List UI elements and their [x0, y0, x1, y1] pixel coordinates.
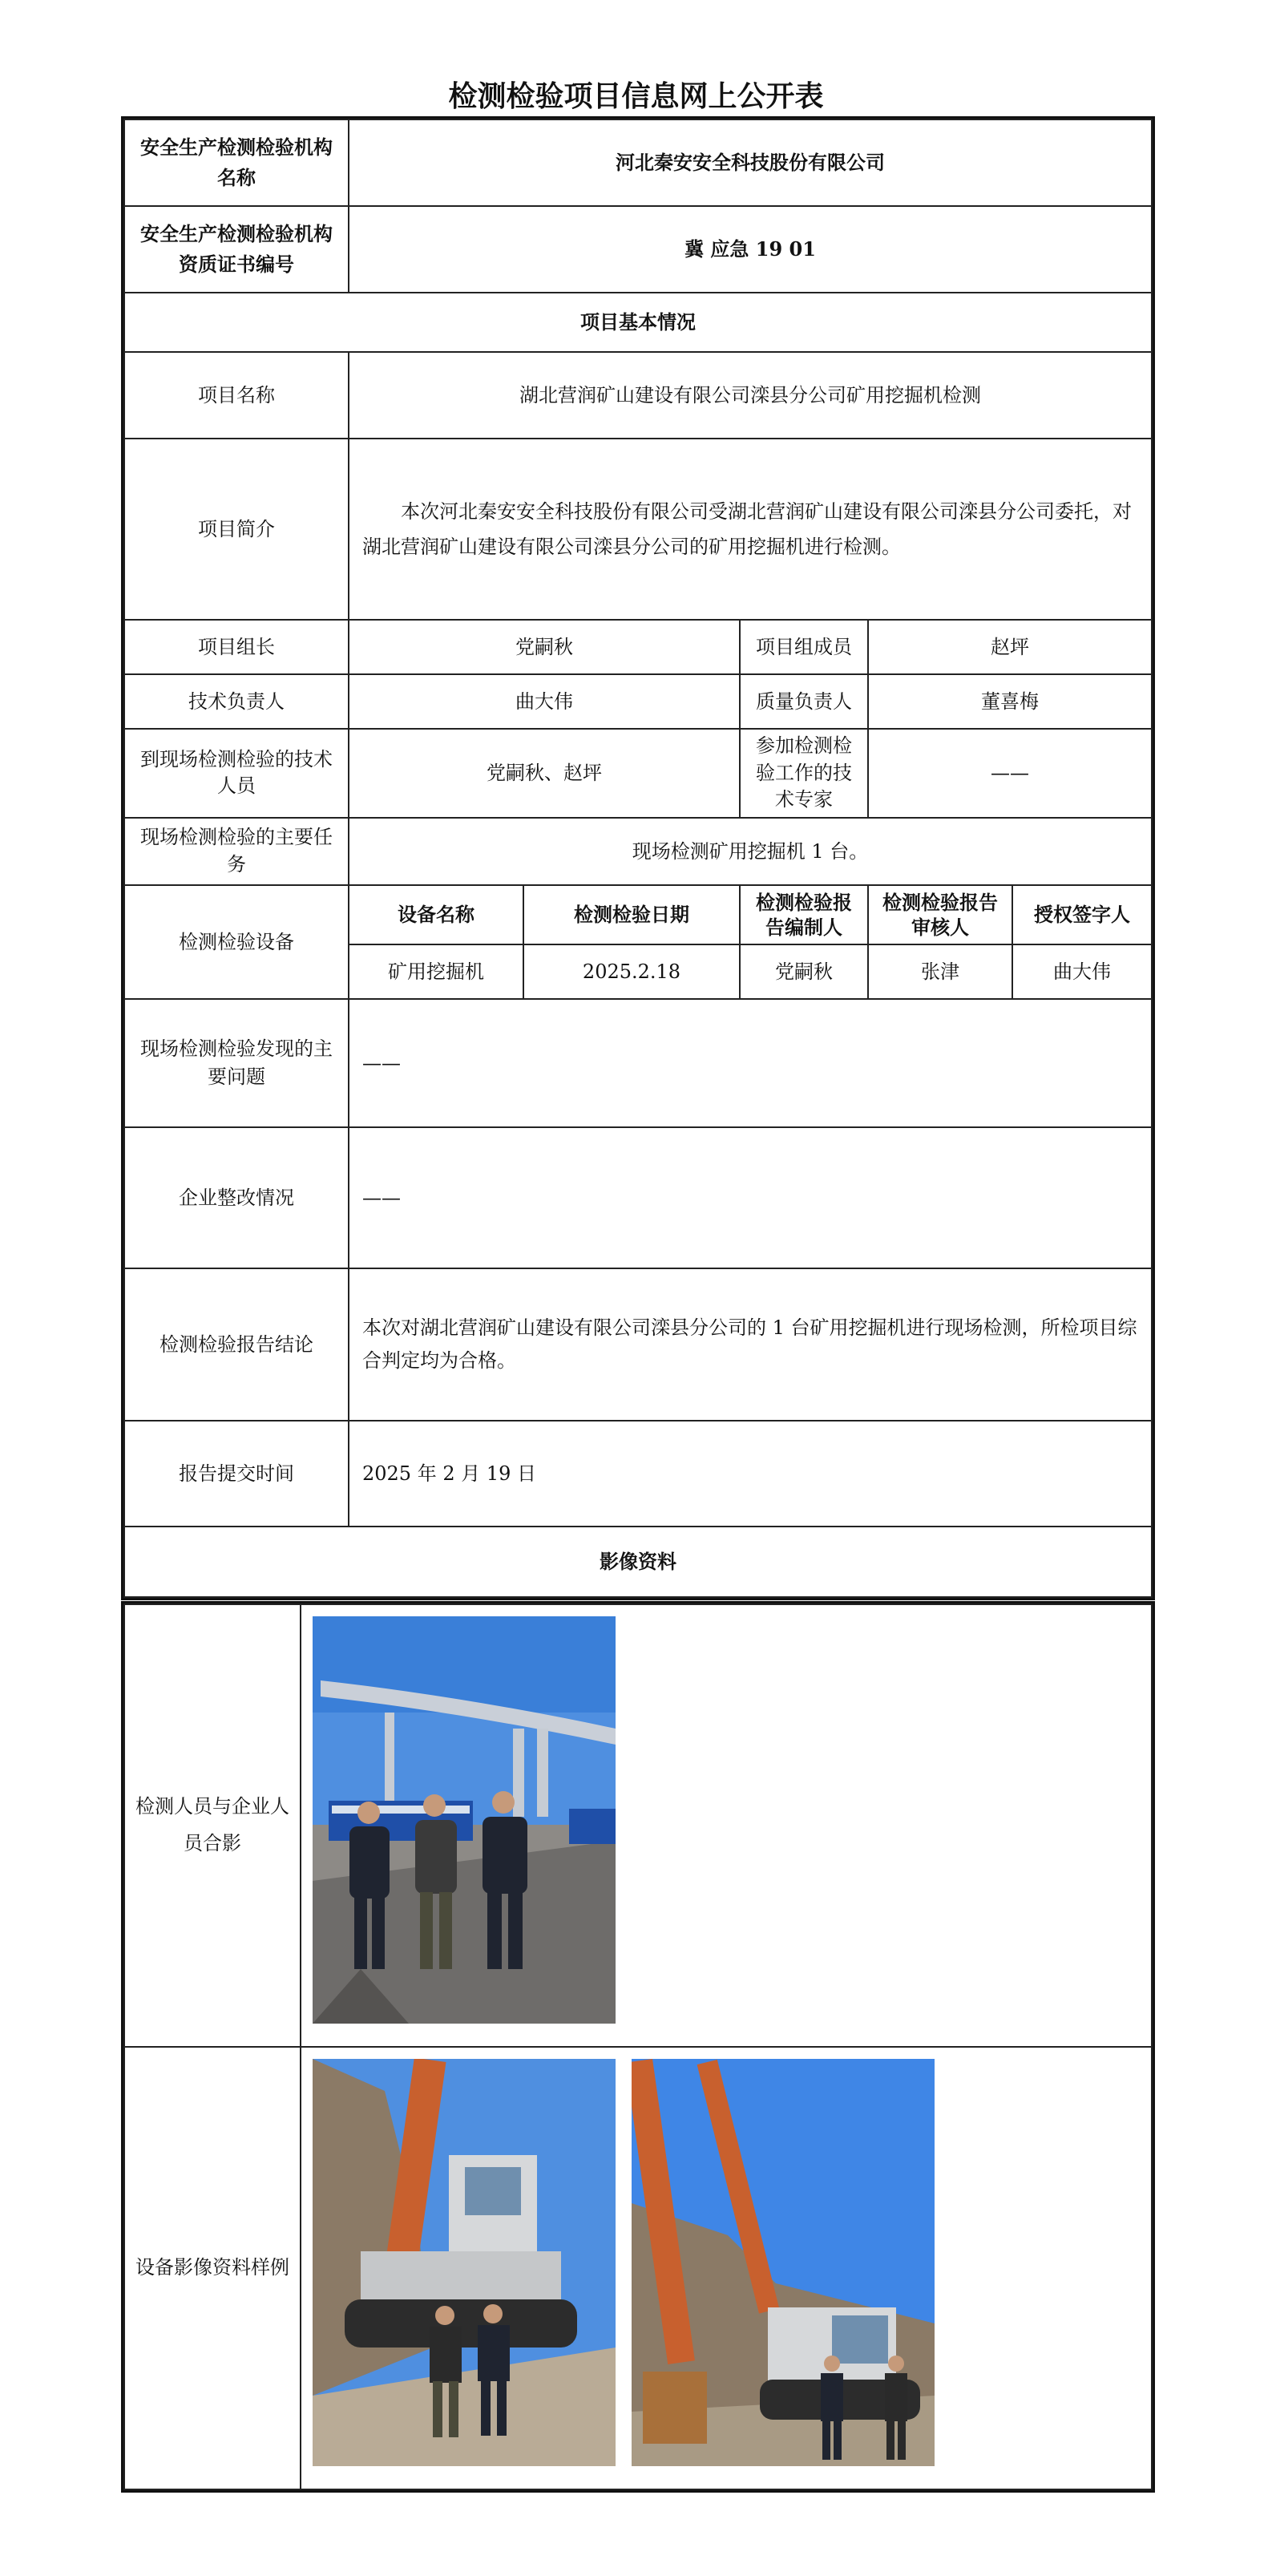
images-table — [123, 1603, 1153, 2490]
submit-label: 报告提交时间 — [124, 1421, 349, 1527]
cert-label: 安全生产检测检验机构资质证书编号 — [124, 206, 349, 293]
problems-label: 现场检测检验发现的主要问题 — [124, 999, 349, 1127]
tech-value: 曲大伟 — [349, 674, 740, 729]
org-name-label: 安全生产检测检验机构名称 — [124, 119, 349, 206]
quality-value: 董喜梅 — [868, 674, 1152, 729]
submit-date: 2025 年 2 月 19 日 — [349, 1421, 1152, 1527]
onsite-label: 到现场检测检验的技术人员 — [124, 729, 349, 818]
equipment-label: 检测检验设备 — [124, 885, 349, 999]
group-photo — [313, 1616, 616, 2024]
info-table — [123, 119, 1153, 1598]
eq-cell-reviewer: 张津 — [868, 944, 1012, 999]
leader-label: 项目组长 — [124, 620, 349, 674]
task-label: 现场检测检验的主要任务 — [124, 818, 349, 885]
project-name-label: 项目名称 — [124, 352, 349, 439]
eq-header-name: 设备名称 — [349, 885, 523, 944]
eq-header-date: 检测检验日期 — [523, 885, 740, 944]
group-photo-label: 检测人员与企业人员合影 — [124, 1604, 301, 2047]
rectify-value: —— — [349, 1127, 1152, 1268]
eq-cell-date: 2025.2.18 — [523, 944, 740, 999]
project-name-value: 湖北营润矿山建设有限公司滦县分公司矿用挖掘机检测 — [349, 352, 1152, 439]
basic-section-header: 项目基本情况 — [124, 293, 1152, 352]
expert-value: —— — [868, 729, 1152, 818]
quality-label: 质量负责人 — [740, 674, 868, 729]
conclusion-label: 检测检验报告结论 — [124, 1268, 349, 1421]
conclusion-text: 本次对湖北营润矿山建设有限公司滦县分公司的 1 台矿用挖掘机进行现场检测，所检项目综合判定均为合格。 — [349, 1268, 1152, 1421]
task-value: 现场检测矿用挖掘机 1 台。 — [349, 818, 1152, 885]
org-name-value: 河北秦安安全科技股份有限公司 — [349, 119, 1152, 206]
cert-value: 冀 应急 19 01 — [349, 206, 1152, 293]
equipment-photo-label: 设备影像资料样例 — [124, 2047, 301, 2489]
images-section-header: 影像资料 — [124, 1527, 1152, 1597]
problems-value: —— — [349, 999, 1152, 1127]
eq-header-signer: 授权签字人 — [1012, 885, 1152, 944]
page-title: 检测检验项目信息网上公开表 — [448, 80, 824, 113]
eq-cell-author: 党嗣秋 — [740, 944, 868, 999]
excavator-photo-2 — [632, 2059, 935, 2466]
eq-cell-signer: 曲大伟 — [1012, 944, 1152, 999]
excavator-photo-1 — [313, 2059, 616, 2466]
expert-label: 参加检测检验工作的技术专家 — [740, 729, 868, 818]
eq-header-reviewer: 检测检验报告审核人 — [868, 885, 1012, 944]
eq-cell-name: 矿用挖掘机 — [349, 944, 523, 999]
leader-value: 党嗣秋 — [349, 620, 740, 674]
rectify-label: 企业整改情况 — [124, 1127, 349, 1268]
intro-text: 本次河北秦安安全科技股份有限公司受湖北营润矿山建设有限公司滦县分公司委托，对湖北营润矿山建设有限公司滦县分公司的矿用挖掘机进行检测。 — [349, 439, 1152, 620]
member-value: 赵坪 — [868, 620, 1152, 674]
member-label: 项目组成员 — [740, 620, 868, 674]
intro-label: 项目简介 — [124, 439, 349, 620]
tech-label: 技术负责人 — [124, 674, 349, 729]
onsite-value: 党嗣秋、赵坪 — [349, 729, 740, 818]
eq-header-author: 检测检验报告编制人 — [740, 885, 868, 944]
